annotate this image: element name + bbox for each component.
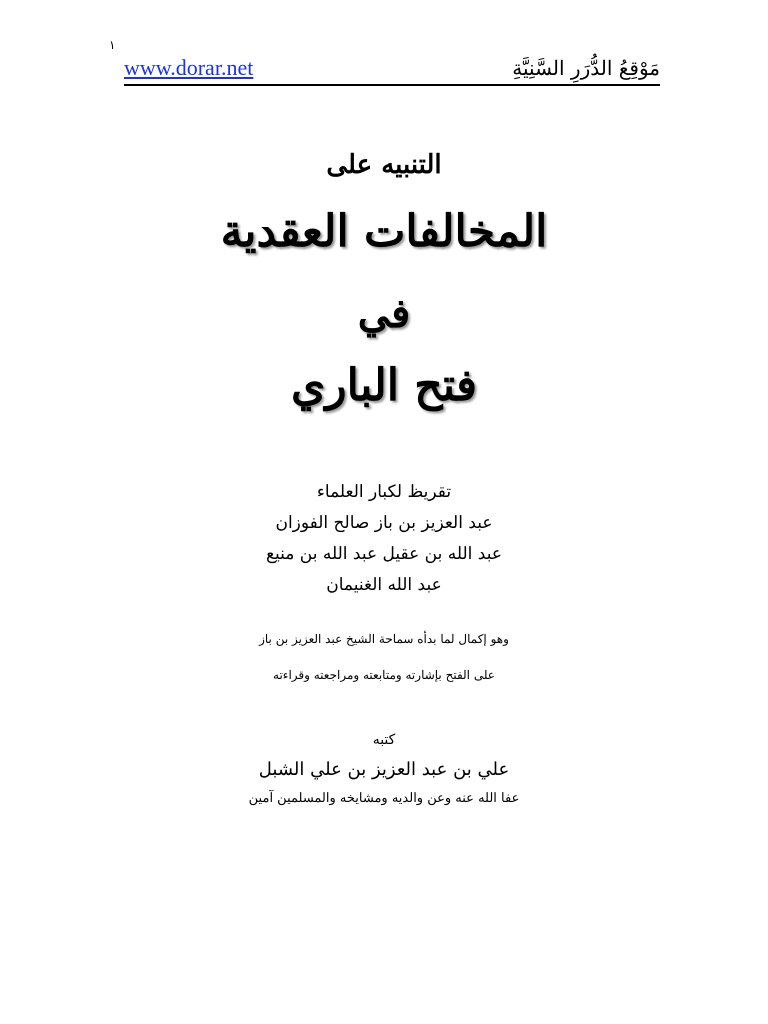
- header-divider: [124, 84, 660, 86]
- site-name: مَوْقِعُ الدُّرَرِ السَّنِيَّةِ: [512, 56, 660, 80]
- note-line-1: وهو إكمال لما بدأه سماحة الشيخ عبد العزيز بن باز: [259, 632, 509, 646]
- title-main: المخالفات العقدية: [220, 206, 548, 257]
- commendation-line: عبد الله الغنيمان: [326, 575, 442, 595]
- commendation-block: [0, 484, 768, 608]
- title-intro: التنبيه على: [326, 150, 442, 180]
- commendation-line: عبد العزيز بن باز صالح الفوزان: [275, 513, 493, 533]
- site-url-link[interactable]: www.dorar.net: [124, 55, 254, 80]
- title-in: في: [357, 290, 411, 337]
- wrote-label: كتبه: [372, 732, 396, 748]
- commendation-line: عبد الله بن عقيل عبد الله بن منيع: [265, 544, 503, 564]
- page-number: ١: [109, 38, 116, 52]
- note-line-2: على الفتح بإشارته ومتابعته ومراجعته وقراءته: [273, 668, 495, 682]
- title-book: فتح الباري: [290, 360, 478, 411]
- author-name: علي بن عبد العزيز بن علي الشبل: [258, 759, 510, 780]
- commendation-heading: تقريظ لكبار العلماء: [316, 482, 452, 502]
- author-prayer: عفا الله عنه وعن والديه ومشايخه والمسلمين آمين: [248, 791, 520, 806]
